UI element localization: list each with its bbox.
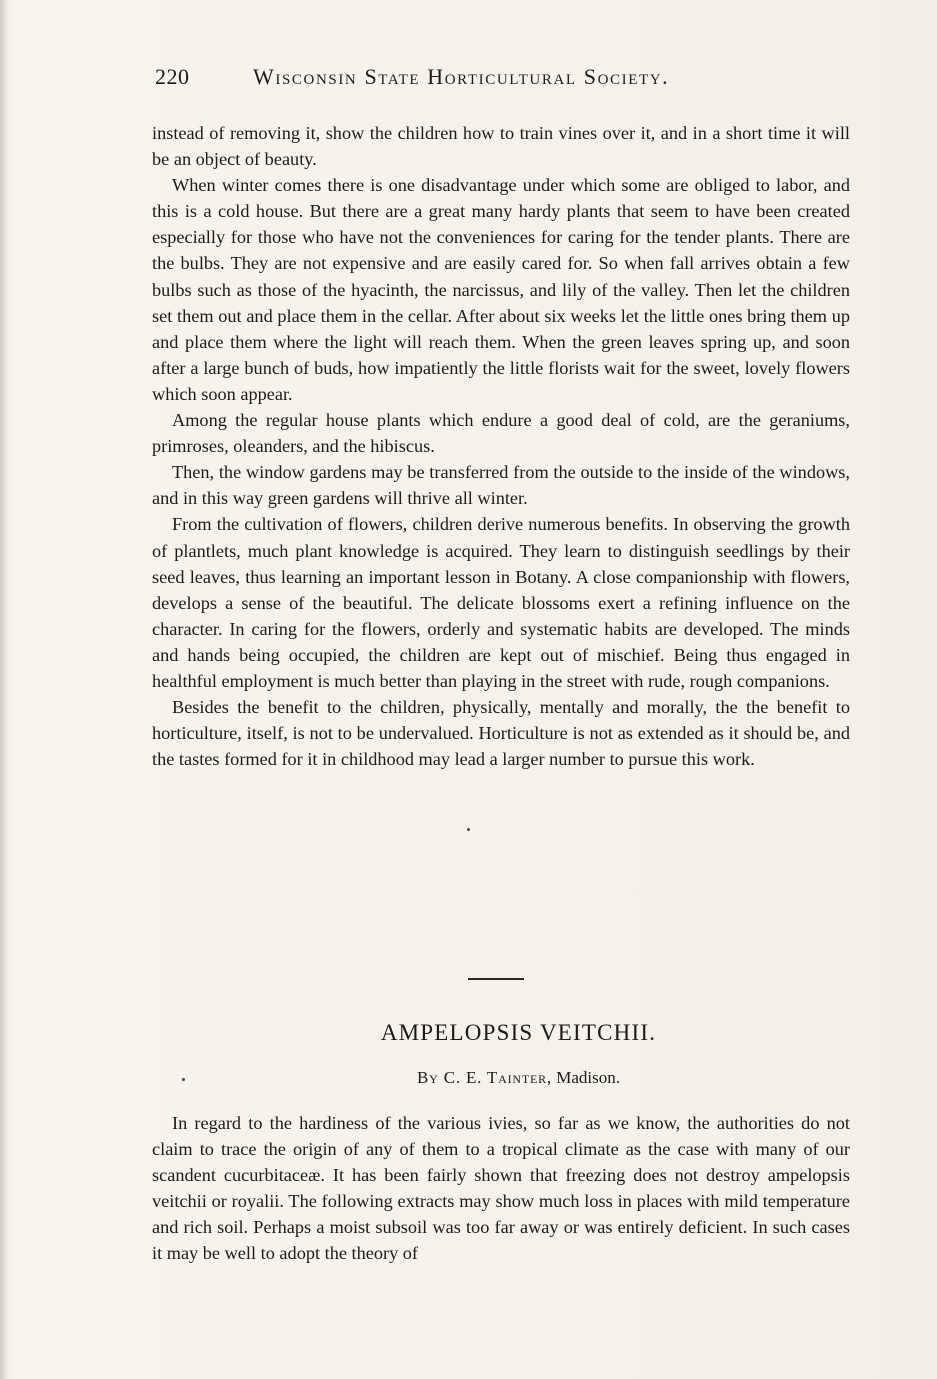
page-number: 220: [155, 64, 190, 89]
paragraph-4: Then, the window gardens may be transferred from the outside to the inside of the windows, and in this way green gardens will thrive all winter.: [152, 462, 850, 509]
page-header: [155, 64, 775, 96]
byline-author: By C. E. Tainter,: [417, 1068, 552, 1087]
paragraph-3: Among the regular house plants which endure a good deal of cold, are the geraniums, primroses, oleanders, and the hibiscus.: [152, 410, 850, 457]
article-paragraph-1: In regard to the hardiness of the various ivies, so far as we know, the authorities do not claim to trace the origin of any of them to a tropical climate as the case with many of our scandent cucurbitaceæ. It has been fairly shown that freezing does not destroy ampelopsis veitchii or royalii. The following extracts may show much loss in places with mild temperature and rich soil. Perhaps a moist subsoil was too far away or was entirely deficient. In such cases it may be well to adopt the theory of: [152, 1113, 850, 1264]
article-body: [152, 1110, 850, 1267]
article-body-continued: [152, 120, 850, 772]
paragraph-2: When winter comes there is one disadvantage under which some are obliged to labor, and this is a cold house. But there are a great many hardy plants that seem to have been created especially for those who have not the conveniences for caring for the tender plants. There are the bulbs. They are not expensive and are easily cared for. So when fall arrives obtain a few bulbs such as those of the hyacinth, the narcissus, and lily of the valley. Then let the children set them out and place them in the cellar. After about six weeks let the little ones bring them up and place them where the light will reach them. When the green leaves spring up, and soon after a large bunch of buds, how impatiently the little florists wait for the sweet, lovely flowers which soon appear.: [152, 175, 850, 404]
paragraph-6: Besides the benefit to the children, physically, mentally and morally, the the benefit to horticulture, itself, is not to be undervalued. Horticulture is not as extended as it should be, and the tastes formed for it in childhood may lead a larger number to pursue this work.: [152, 697, 850, 770]
paragraph-5: From the cultivation of flowers, children derive numerous benefits. In observing the growth of plantlets, much plant knowledge is acquired. They learn to distinguish seedlings by their seed leaves, thus learning an important lesson in Botany. A close companionship with flowers, develops a sense of the beautiful. The delicate blossoms exert a refining influence on the character. In caring for the flowers, orderly and systematic habits are developed. The minds and hands being occupied, the children are kept out of mischief. Being thus engaged in healthful employment is much better than playing in the street with rude, rough companions.: [152, 514, 850, 691]
speck-mark: [467, 828, 470, 831]
page-edge-shadow: [0, 0, 8, 1379]
byline-place: Madison.: [556, 1068, 620, 1087]
speck-mark: [182, 1078, 185, 1081]
running-head: Wisconsin State Horticultural Society.: [253, 64, 670, 89]
paragraph-1: instead of removing it, show the children how to train vines over it, and in a short time it will be an object of beauty.: [152, 123, 850, 170]
section-divider: [468, 978, 524, 980]
article-title: AMPELOPSIS VEITCHII.: [380, 1020, 657, 1045]
